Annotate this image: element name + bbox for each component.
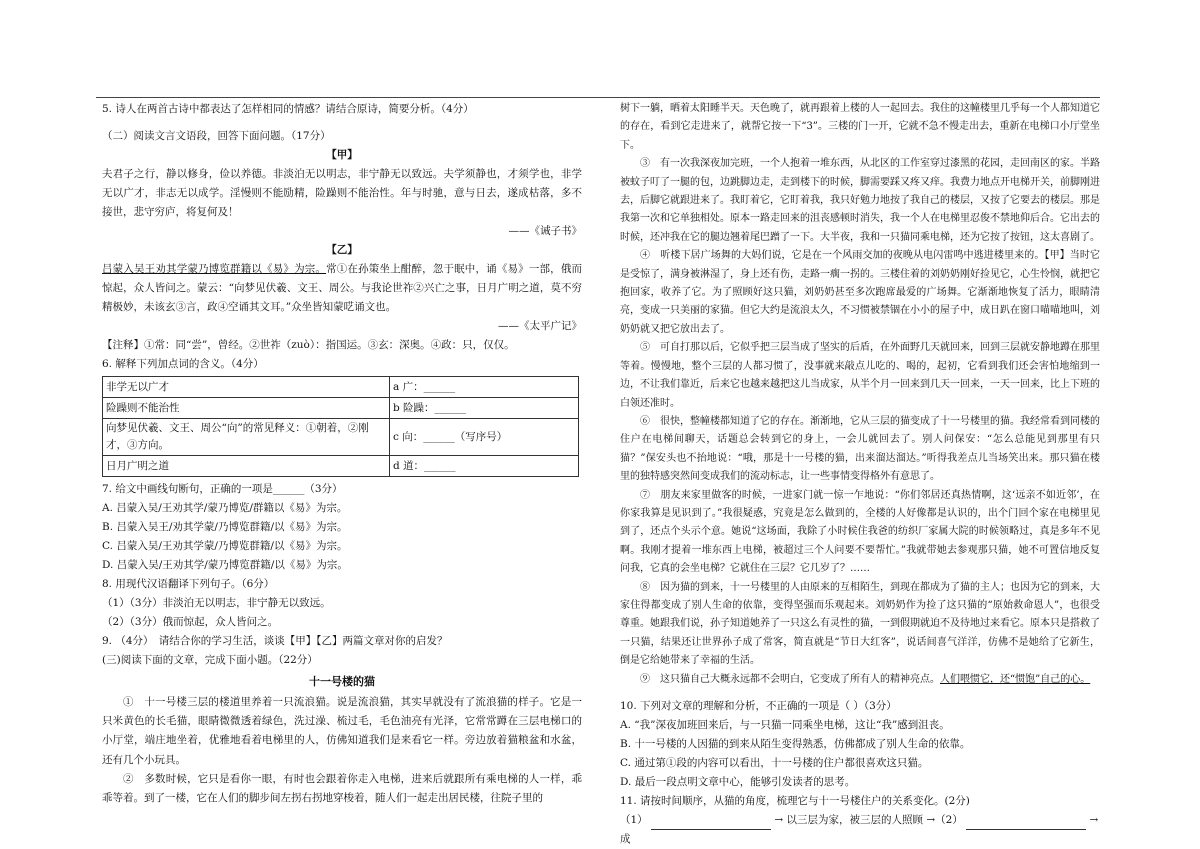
story-paragraph-9-text: ⑨ 这只猫自己大概永远都不会明白，它变成了所有人的精神亮点。 <box>640 673 940 685</box>
table-row <box>103 377 579 398</box>
question-8-2: （2）（3分）俄而惊起，众人皆问之。 <box>102 616 279 628</box>
story-paragraph-2-continued: 树下一躺，晒着太阳睡半天。天色晚了，就再跟着上楼的人一起回去。我住的这幢楼里几乎每一个人都知道它的存在，看到它走进来了，就帮它按一下“3”。三楼的门一开，它就不急不慢走出去，重新在电梯口小厅堂坐下。 <box>620 103 1100 151</box>
jia-source: ——《诫子书》 <box>508 225 582 237</box>
table-cell[interactable]: d 道：______ <box>390 456 579 477</box>
left-column <box>102 100 582 808</box>
answer-blank-2[interactable] <box>966 817 1086 830</box>
story-paragraph-6: ⑥ 很快，整幢楼都知道了它的存在。渐渐地，它从三层的猫变成了十一号楼里的猫。我经常看到同楼的住户在电梯间聊天，话题总会转到它的身上，一会儿就回去了。别人问保安：“怎么总能见到那里有只猫？”保安头也不抬地说：“哦，那是十一号楼的猫，出来溜达溜达。”听得我差点儿当场笑出来。那只猫在楼里的独特感突然间变成我们的流动标志，让一些事情变得格外有意思了。 <box>620 415 1100 483</box>
question-10: 10. 下列对文章的理解和分析，不正确的一项是（ ）（3分） <box>620 700 897 712</box>
table-row <box>103 456 579 477</box>
question-8-1: （1）（3分）非淡泊无以明志，非宁静无以致远。 <box>102 597 331 609</box>
table-cell: 向梦见伏羲、文王、周公“向”的常见释义：①朝着，②刚才，③方向。 <box>103 419 390 456</box>
definition-table <box>102 376 579 477</box>
question-11: 11. 请按时间顺序，从猫的角度，梳理它与十一号楼住户的关系变化。(2分) <box>620 795 970 807</box>
top-rule <box>96 97 1100 98</box>
story-paragraph-3: ③ 有一次我深夜加完班，一个人抱着一堆东西，从北区的工作室穿过漆黑的花园，走回南区的家。半路被蚊子叮了一腿的包，边跳脚边走，走到楼下的时候，脚需要踩又疼又痒。我费力地点开电梯开关，前脚刚进去，后脚它就跟进来了。我盯着它，它盯着我，我只好勉力地按了我自己的楼层，又按了它要去的楼层。那是我第一次和它单独相处。原本一路走回来的沮丧感顿时消失，我一个人在电梯里忍俊不禁地仰后合。它出去的时候，还冲我在它的腿边翘着尾巴蹭了一下。大半夜，我和一只猫同乘电梯，还为它按了按钮，这太喜剧了。 <box>620 158 1100 243</box>
section-3-heading: (三)阅读下面的文章，完成下面小题。（22分） <box>102 654 318 666</box>
option-b[interactable]: B. 十一号楼的人因猫的到来从陌生变得熟悉，仿佛都成了别人生命的依靠。 <box>620 738 971 750</box>
option-a[interactable]: A. 吕蒙入吴/王劝其学/蒙乃博览/群籍以《易》为宗。 <box>102 502 348 514</box>
answer-middle-text: → 以三层为家，被三层的人照顾 →（2） <box>774 814 963 826</box>
section-2-heading: （二）阅读文言文语段，回答下面问题。（17分） <box>102 130 331 142</box>
table-row <box>103 398 579 419</box>
question-9: 9. （4分） 请结合你的学习生活，谈谈【甲】【乙】两篇文章对你的启发？ <box>102 635 448 647</box>
story-paragraph-1: ① 十一号楼三层的楼道里养着一只流浪猫。说是流浪猫，其实早就没有了流浪猫的样子。它是一只米黄色的长毛猫，眼睛微微透着绿色，洗过澡、梳过毛，毛色油亮有光泽，它常常蹲在三层电梯口的小厅堂，端庄地坐着，优雅地看着电梯里的人，仿佛知道我们是来看它一样。旁边放着猫粮盆和水盆，还有几个小玩具。 <box>102 696 582 766</box>
yi-text-rest: 常①在孙策坐上酣醉，忽于眠中，诵《易》一部，俄而惊起，众人皆问之。蒙云：“向梦见伏羲、文王、周公。与我论世祚②兴亡之事，日月广明之道，莫不穷精极妙，未该玄③言，政④空诵其文耳。”众坐皆知蒙呓诵文也。 <box>102 263 583 313</box>
story-paragraph-8: ⑧ 因为猫的到来，十一号楼里的人由原来的互相陌生，到现在都成为了猫的主人；也因为它的到来，大家住得都变成了别人生命的依靠，变得坚强而乐观起来。刘奶奶作为捡了这只猫的“原始救命恩人”，也很受尊重。她跟我们说，孙子知道她养了一只这么有灵性的猫，一到假期就迫不及待地过来看它。原本只是搭救了一只猫，结果还让世界孙子成了常客，简直就是“节日大红客”，说话间喜气洋洋，仿佛不是她给了它新生，倒是它给她带来了幸福的生活。 <box>620 581 1100 667</box>
table-cell: 非学无以广才 <box>103 377 390 398</box>
table-cell: 险躁则不能治性 <box>103 398 390 419</box>
jia-marker: 【甲】 <box>1044 250 1070 262</box>
table-cell[interactable]: a 广：______ <box>390 377 579 398</box>
answer-end-text: → 成 <box>620 814 1099 845</box>
option-c[interactable]: C. 通过第①段的内容可以看出，十一号楼的住户都很喜欢这只猫。 <box>620 757 929 769</box>
table-row <box>103 419 579 456</box>
option-c[interactable]: C. 吕蒙入吴/王劝其学蒙/乃博览群籍/以《易》为宗。 <box>102 540 348 552</box>
option-b[interactable]: B. 吕蒙入吴王/劝其学蒙/乃博览群籍/以《易》为宗。 <box>102 521 348 533</box>
story-title: 十一号楼的猫 <box>309 675 375 688</box>
question-6: 6. 解释下列加点词的含义。（4分） <box>102 358 264 370</box>
option-d[interactable]: D. 最后一段点明文章中心，能够引发读者的思考。 <box>620 776 856 788</box>
annotation-notes: 【注释】①常：同“尝”，曾经。②世祚（zuò）：指国运。③玄：深奥。④政：只，仅仅。 <box>102 339 515 351</box>
jia-label: 【甲】 <box>326 149 358 161</box>
yi-text <box>102 260 582 317</box>
option-d[interactable]: D. 吕蒙入吴/王劝其学/蒙乃博览群籍/以《易》为宗。 <box>102 559 348 571</box>
question-8: 8. 用现代汉语翻译下列句子。（6分） <box>102 578 275 590</box>
story-paragraph-9 <box>620 671 1100 689</box>
table-cell: 日月广明之道 <box>103 456 390 477</box>
yi-source: ——《太平广记》 <box>498 320 582 332</box>
story-paragraph-5: ⑤ 可自打那以后，它似乎把三层当成了坚实的后盾，在外面野几天就回来，回到三层就安静地蹲在那里等着。慢慢地，整个三层的人都习惯了，没事就来敲点儿吃的、喝的，起初，它看到我们还会害怕地缩到一边，不让我们靠近，后来它也越来越把这儿当成家，从半个月一回来到几天一回来，一天一回来，比上下班的白领还准时。 <box>620 342 1100 409</box>
question-5: 5. 诗人在两首古诗中都表达了怎样相同的情感？请结合原诗，简要分析。（4分） <box>102 103 474 115</box>
table-cell[interactable]: b 险躁：______ <box>390 398 579 419</box>
story-paragraph-2: ② 多数时候，它只是看你一眼，有时也会跟着你走入电梯，进来后就跟所有乘电梯的人一样，乖乖等着。到了一楼，它在人们的脚步间左拐右拐地穿梭着，随人们一起走出居民楼，往院子里的 <box>102 772 582 805</box>
question-11-answer-line <box>620 811 1100 849</box>
story-paragraph-7: ⑦ 朋友来家里做客的时候，一进家门就一惊一乍地说：“你们邻居还真热情啊，这‘远亲不如近邻’，在你家我算是见识到了。”我很疑惑，究竟是怎么做到的，全楼的人好像都是认识的，出个门回个家在电梯里见到了，还点个头示个意。她说“这场面，我除了小时候住我爸的纺织厂家属大院的时候领略过，真是多年不见啊。我刚才提着一堆东西上电梯，被超过三个人问要不要帮忙。”我就带她去参观那只猫，她不可置信地反复问我，它真的会坐电梯？它就住在三层？它几岁了？…… <box>620 489 1100 575</box>
question-7: 7. 给文中画线句断句，正确的一项是______（3分） <box>102 483 343 495</box>
story-paragraph-4-text: ④ 听楼下居广场舞的大妈们说，它是在一个风雨交加的夜晚从电闪雷鸣中逃进楼里来的。 <box>640 250 1045 262</box>
answer-blank-1[interactable] <box>651 817 771 830</box>
table-cell[interactable]: c 向：______（写序号） <box>390 419 579 456</box>
story-paragraph-4 <box>620 247 1100 339</box>
yi-label: 【乙】 <box>326 244 358 256</box>
option-a[interactable]: A. “我”深夜加班回来后，与一只猫一同乘坐电梯，这让“我”感到沮丧。 <box>620 719 950 731</box>
answer-label-1: （1） <box>620 814 648 826</box>
story-paragraph-9-underlined: 人们喂惯它，还“惯饱”自己的心。 <box>940 673 1091 685</box>
yi-underlined-sentence: 吕蒙入吴王劝其学蒙乃博览群籍以《易》为宗。 <box>102 263 327 275</box>
right-column <box>620 100 1100 849</box>
jia-text: 夫君子之行，静以修身，俭以养德。非淡泊无以明志，非宁静无以致远。夫学须静也，才须学也，非学无以广才，非志无以成学。淫慢则不能励精，险躁则不能治性。年与时驰，意与日去，遂成枯落，多不接世，悲守穷庐，将复何及！ <box>102 168 582 218</box>
story-paragraph-4-rest: 当时它是受惊了，满身被淋湿了，身上还有伤，走路一瘸一拐的。三楼住着的刘奶奶刚好捡见它，心生怜悯，就把它抱回家，收养了它。为了照顾好这只猫，刘奶奶甚至多次跑席最爱的广场舞。它渐渐地恢复了活力，眼睛清亮，变成一只美丽的家猫。但它大约是流浪太久，不习惯被禁锢在小小的屋子中，成日趴在窗口喵喵地叫，刘奶奶就又把它放出去了。 <box>620 250 1101 335</box>
